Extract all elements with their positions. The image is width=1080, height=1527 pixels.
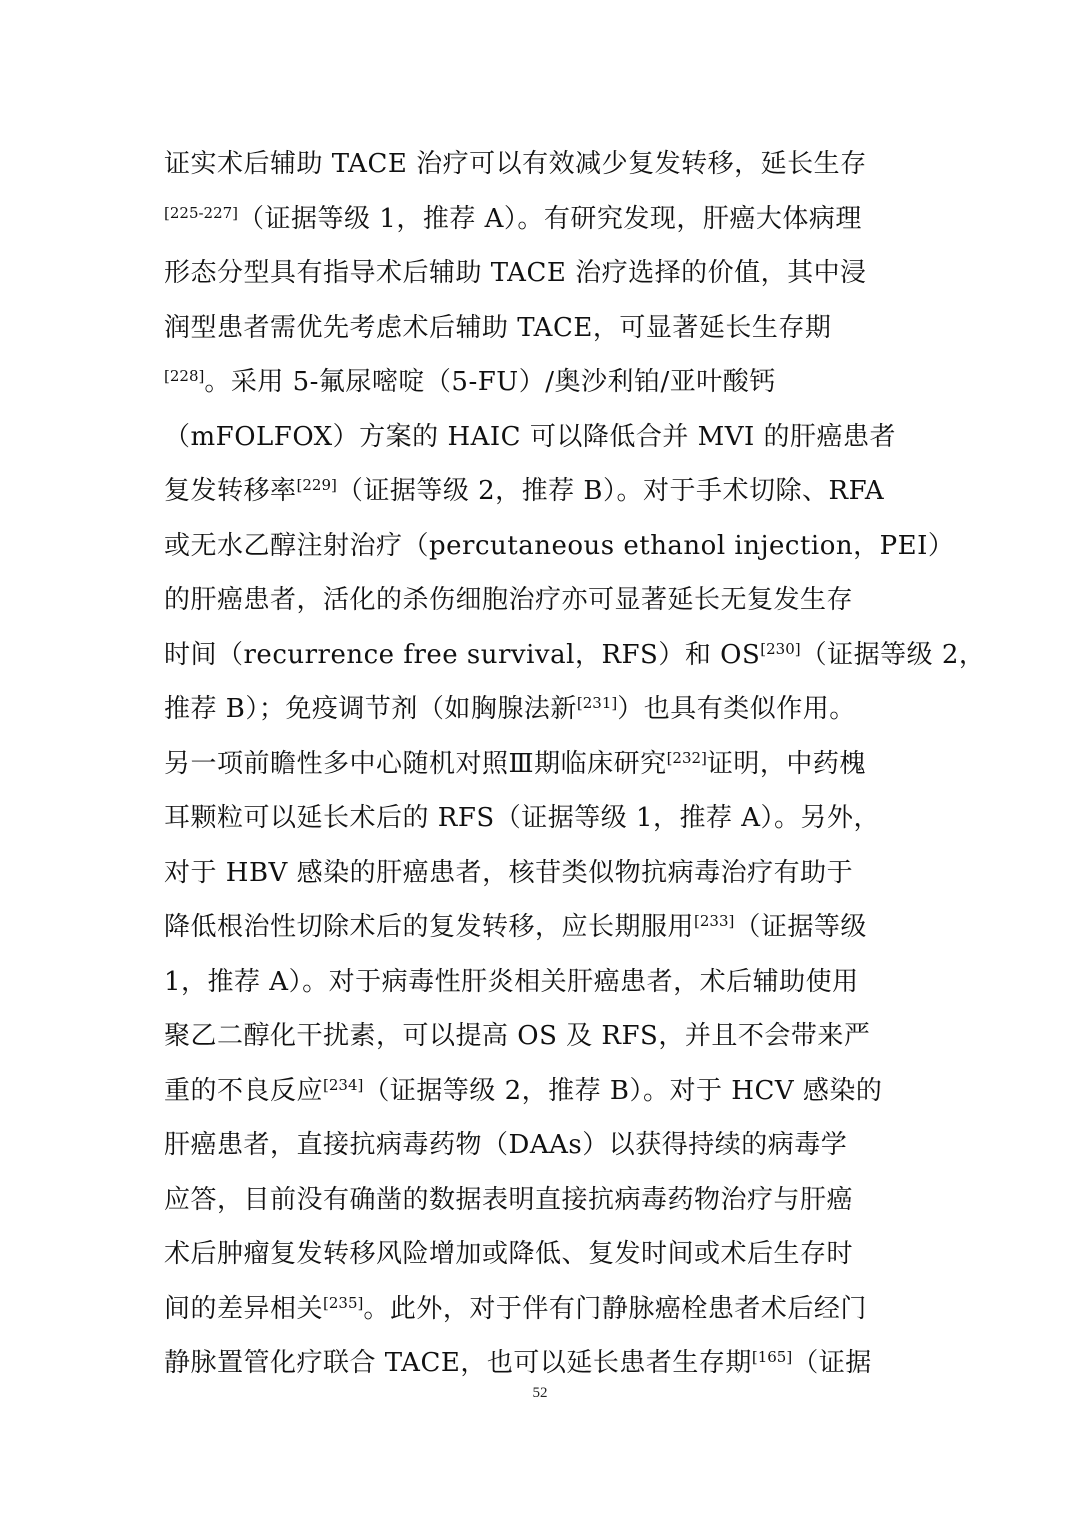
text-line: 形态分型具有指导术后辅助 TACE 治疗选择的价值，其中浸 — [164, 258, 867, 288]
text-line: 1，推荐 A）。对于病毒性肝炎相关肝癌患者，术后辅助使用 — [164, 966, 859, 997]
text-line: 聚乙二醇化干扰素，可以提高 OS 及 RFS，并且不会带来严 — [164, 1021, 871, 1051]
text-line: 重的不良反应[234]（证据等级 2，推荐 B）。对于 HCV 感染的 — [164, 1075, 883, 1106]
text-line: 复发转移率[229]（证据等级 2，推荐 B）。对于手术切除、RFA — [164, 476, 885, 506]
text-line: 润型患者需优先考虑术后辅助 TACE，可显著延长生存期 — [164, 312, 832, 343]
page-number: 52 — [532, 1385, 548, 1401]
text-line: 推荐 B）；免疫调节剂（如胸腺法新[231]）也具有类似作用。 — [164, 694, 856, 724]
text-line: 降低根治性切除术后的复发转移，应长期服用[233]（证据等级 — [164, 912, 867, 942]
text-line: [228]。采用 5-氟尿嘧啶（5-FU）/奥沙利铂/亚叶酸钙 — [164, 367, 776, 397]
text-line: （mFOLFOX）方案的 HAIC 可以降低合并 MVI 的肝癌患者 — [164, 421, 897, 452]
text-line: 时间（recurrence free survival，RFS）和 OS[230]（证据等级 2， — [164, 639, 986, 670]
text-line: 术后肿瘤复发转移风险增加或降低、复发时间或术后生存时 — [164, 1239, 854, 1269]
text-line: 间的差异相关[235]。此外，对于伴有门静脉癌栓患者术后经门 — [164, 1293, 867, 1324]
text-line: 耳颗粒可以延长术后的 RFS（证据等级 1，推荐 A）。另外， — [164, 803, 881, 833]
text-line: 的肝癌患者，活化的杀伤细胞治疗亦可显著延长无复发生存 — [164, 585, 854, 615]
text-line: [225-227]（证据等级 1，推荐 A）。有研究发现，肝癌大体病理 — [164, 203, 862, 234]
text-line: 或无水乙醇注射治疗（percutaneous ethanol injection，PEI） — [164, 530, 955, 561]
text-line: 应答，目前没有确凿的数据表明直接抗病毒药物治疗与肝癌 — [164, 1184, 854, 1215]
text-line: 静脉置管化疗联合 TACE，也可以延长患者生存期[165]（证据 — [164, 1348, 872, 1378]
text-line: 肝癌患者，直接抗病毒药物（DAAs）以获得持续的病毒学 — [164, 1130, 848, 1160]
text-line: 另一项前瞻性多中心随机对照Ⅲ期临床研究[232]证明，中药槐 — [164, 748, 866, 779]
text-line: 对于 HBV 感染的肝癌患者，核苷类似物抗病毒治疗有助于 — [164, 857, 854, 888]
body-text — [164, 137, 986, 1391]
text-line: 证实术后辅助 TACE 治疗可以有效减少复发转移，延长生存 — [164, 149, 867, 179]
